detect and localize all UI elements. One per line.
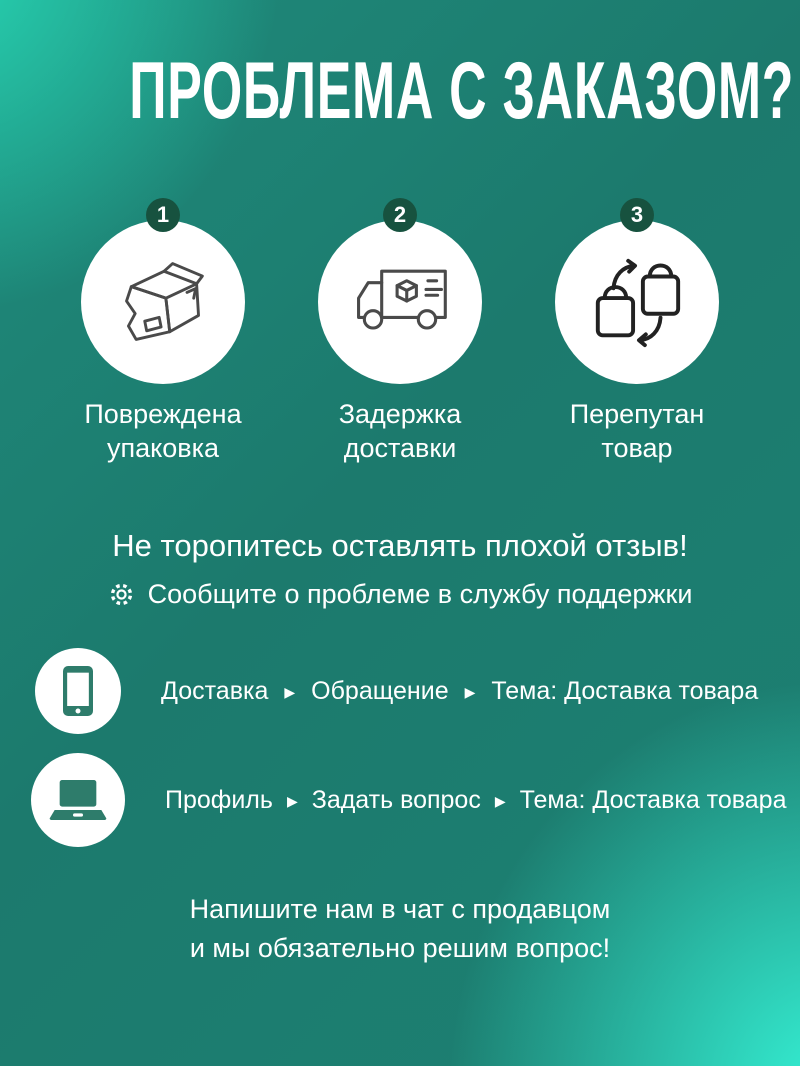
problem-circle <box>555 220 719 384</box>
step-label: Доставка <box>161 676 269 705</box>
arrow-right-icon: ▶ <box>284 684 296 700</box>
delivery-truck-icon <box>347 261 453 343</box>
advice-subline <box>0 579 800 610</box>
damaged-box-icon <box>115 254 211 350</box>
footer-line-1: Напишите нам в чат с продавцом <box>189 894 611 924</box>
advice-section <box>0 528 800 610</box>
step-number-badge <box>383 198 417 232</box>
phone-circle <box>35 648 121 734</box>
smartphone-icon <box>58 664 98 718</box>
advice-subline-text: Сообщите о проблеме в службу поддержки <box>147 579 693 609</box>
problems-row <box>0 198 800 465</box>
step-label: Тема: Доставка товара <box>519 785 787 814</box>
arrow-right-icon: ▶ <box>464 684 476 700</box>
gear-icon <box>108 581 135 608</box>
laptop-steps <box>165 786 786 815</box>
problem-label: Перепутан товар <box>569 399 705 463</box>
phone-steps <box>161 677 758 706</box>
problem-step-2 <box>290 198 510 465</box>
problem-label: Повреждена упаковка <box>84 399 242 463</box>
step-label: Тема: Доставка товара <box>491 676 759 705</box>
problem-circle <box>81 220 245 384</box>
arrow-right-icon: ▶ <box>286 793 298 809</box>
problem-step-1 <box>53 198 273 465</box>
step-number: 3 <box>630 202 644 227</box>
step-label: Профиль <box>165 785 273 814</box>
instruction-row-laptop <box>0 753 800 847</box>
step-number-badge <box>620 198 654 232</box>
page-title-text: ПРОБЛЕМА С ЗАКАЗОМ? <box>129 46 795 136</box>
problem-circle <box>318 220 482 384</box>
step-number: 2 <box>393 202 407 227</box>
footer-line-2: и мы обязательно решим вопрос! <box>189 933 611 963</box>
step-label: Задать вопрос <box>311 785 481 814</box>
swap-bags-icon <box>588 253 686 351</box>
arrow-right-icon: ▶ <box>494 793 506 809</box>
laptop-circle <box>31 753 125 847</box>
page-title <box>0 46 800 136</box>
instruction-row-phone <box>0 648 800 734</box>
footer-message <box>0 890 800 968</box>
problem-step-3 <box>527 198 747 465</box>
advice-headline: Не торопитесь оставлять плохой отзыв! <box>112 528 688 563</box>
step-number-badge <box>146 198 180 232</box>
problem-label: Задержка доставки <box>338 399 462 463</box>
step-number: 1 <box>156 202 170 227</box>
laptop-icon <box>48 778 108 822</box>
step-label: Обращение <box>311 676 449 705</box>
